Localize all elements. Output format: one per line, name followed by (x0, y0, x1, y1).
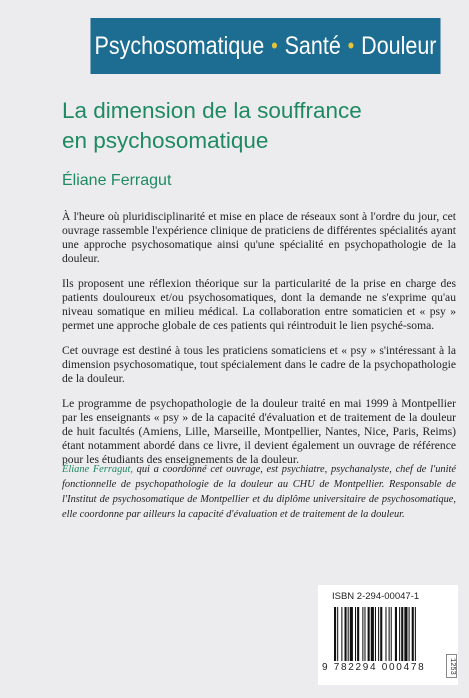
barcode-bar (355, 607, 356, 661)
barcode-bar (385, 607, 386, 661)
barcode-bar (334, 607, 336, 661)
barcode-bar (348, 607, 349, 661)
barcode-bar (364, 607, 365, 661)
barcode-bar (412, 607, 414, 661)
banner-word-sante: Santé (284, 31, 341, 60)
banner-separator: • (347, 33, 355, 58)
barcode-bar (350, 607, 353, 661)
barcode-digits: 9 782294 000478 (322, 662, 426, 673)
barcode-bar (368, 607, 370, 661)
barcode-bar (409, 607, 410, 661)
barcode-bar (389, 607, 390, 661)
banner-word-psychosomatique: Psychosomatique (94, 31, 265, 60)
banner-separator: • (271, 33, 278, 58)
title-line-2: en psychosomatique (62, 128, 269, 153)
barcode-bar (375, 607, 376, 661)
isbn-label: ISBN 2-294-00047-1 (332, 591, 420, 602)
bio-text: qui a coordonné cet ouvrage, est psychiatre, psychanalyste, chef de l'unité fonctionnelle de psychopathologie de la douleur au CHU de Montpellier. Responsable de l'Institut de psychosomatique de Montpellier et du diplôme universitaire de psychosomatique, elle coordonne par ailleurs la capacité d'évaluation et de traitement de la douleur. (62, 464, 456, 520)
barcode-bar (399, 607, 400, 661)
author-bio (62, 462, 456, 522)
barcode-bar (345, 607, 347, 661)
barcode-bar (378, 607, 379, 661)
barcode-bar (337, 607, 338, 661)
title-line-1: La dimension de la souffrance (62, 98, 362, 123)
barcode-bar (395, 607, 397, 661)
barcode-icon (334, 607, 444, 661)
barcode-bar (371, 607, 374, 661)
barcode-bar (380, 607, 382, 661)
author-name: Éliane Ferragut (62, 172, 172, 189)
barcode-bar (401, 607, 403, 661)
banner-word-douleur: Douleur (361, 31, 437, 60)
barcode-bar (415, 607, 416, 661)
barcode-bar (391, 607, 392, 661)
paragraph: Le programme de psychopathologie de la douleur traité en mai 1999 à Montpellier par les enseignants « psy » de la capacité d'évaluation et de traitement de la douleur de huit facultés (Amiens, Lille, Marseille, Montpellier, Nantes, Nice, Paris, Reims) étant notamment abordé dans ce livre, il devient également un ouvrage de référence pour les étudiants des enseignements de la douleur. (62, 397, 456, 466)
barcode-bar (357, 607, 359, 661)
barcode-bar (341, 607, 342, 661)
barcode-bar (362, 607, 363, 661)
description (62, 210, 456, 478)
bio-author-name: Éliane Ferragut, (62, 464, 133, 475)
series-banner (90, 18, 440, 74)
barcode-bar (404, 607, 407, 661)
paragraph: Cet ouvrage est destiné à tous les praticiens somaticiens et « psy » s'intéressant à la dimension psychosomatique, tout spécialement dans le cadre de la psychopathologie de la douleur. (62, 344, 456, 385)
paragraph: Ils proposent une réflexion théorique sur la particularité de la prise en charge des patients douloureux et/ou psychosomatiques, dont la demande ne s'exprime qu'au niveau somatique en milieu médical. La collaboration entre somaticien et « psy » permet une approche globale de ces patients qui réintroduit le lien psyché-soma. (62, 277, 456, 332)
side-code: 1253 (446, 654, 457, 678)
book-title (62, 96, 462, 156)
paragraph: À l'heure où pluridisciplinarité et mise en place de réseaux sont à l'ordre du jour, cet ouvrage rassemble l'expérience clinique de praticiens de différentes spécialités ayant une approche psychosomatique ainsi qu'une spécialité en psychopathologie de la douleur. (62, 210, 456, 265)
